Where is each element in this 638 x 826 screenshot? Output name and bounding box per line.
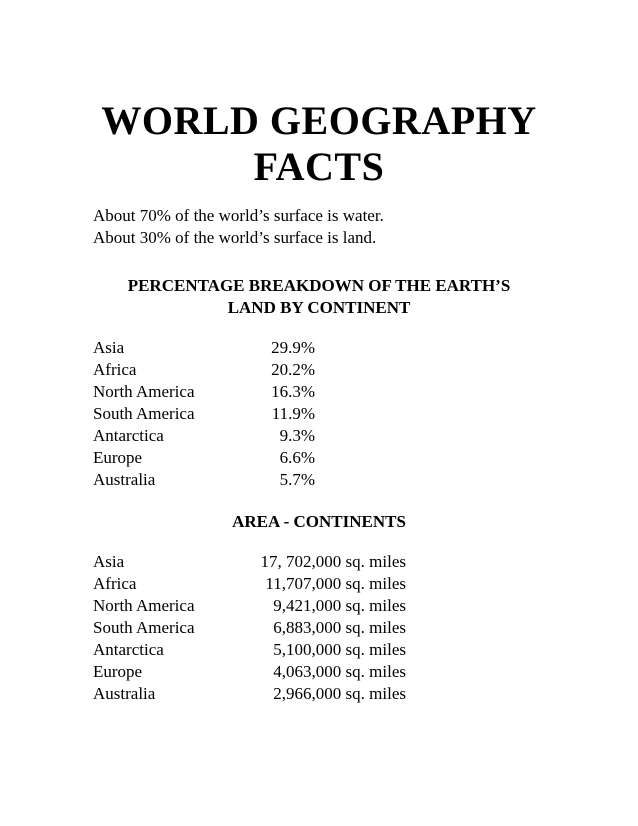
continent-area: 17, 702,000 sq. miles [260,552,406,571]
continent-name: Europe [93,662,143,681]
continent-name: South America [93,618,195,637]
land-percentage: 5.7% [279,470,315,489]
continent-name: Antarctica [93,640,164,659]
land-percentage: 16.3% [271,382,315,401]
continent-name: North America [93,382,195,401]
continent-name: South America [93,404,195,423]
land-percentage: 29.9% [271,338,315,357]
continent-area: 5,100,000 sq. miles [273,640,406,659]
continent-name: North America [93,596,195,615]
page-title-line-2: FACTS [253,144,385,189]
continent-name: Africa [93,574,137,593]
continent-name: Europe [93,448,143,467]
intro-land-fact: About 30% of the world’s surface is land. [93,228,377,247]
page-title-line-1: WORLD GEOGRAPHY [101,98,537,143]
continent-area: 9,421,000 sq. miles [273,596,406,615]
land-percentage: 20.2% [271,360,315,379]
intro-water-fact: About 70% of the world’s surface is water. [93,206,384,225]
continent-area: 2,966,000 sq. miles [273,684,406,703]
continent-name: Australia [93,470,156,489]
continent-name: Australia [93,684,156,703]
area-heading: AREA - CONTINENTS [232,512,406,531]
continent-name: Asia [93,338,125,357]
percentage-heading-line-2: LAND BY CONTINENT [227,298,411,317]
land-percentage: 11.9% [271,404,315,423]
continent-name: Antarctica [93,426,164,445]
continent-name: Asia [93,552,125,571]
continent-area: 6,883,000 sq. miles [273,618,406,637]
continent-area: 11,707,000 sq. miles [265,574,406,593]
continent-name: Africa [93,360,137,379]
percentage-heading-line-1: PERCENTAGE BREAKDOWN OF THE EARTH’S [127,276,511,295]
land-percentage: 6.6% [279,448,315,467]
land-percentage: 9.3% [279,426,315,445]
continent-area: 4,063,000 sq. miles [273,662,406,681]
